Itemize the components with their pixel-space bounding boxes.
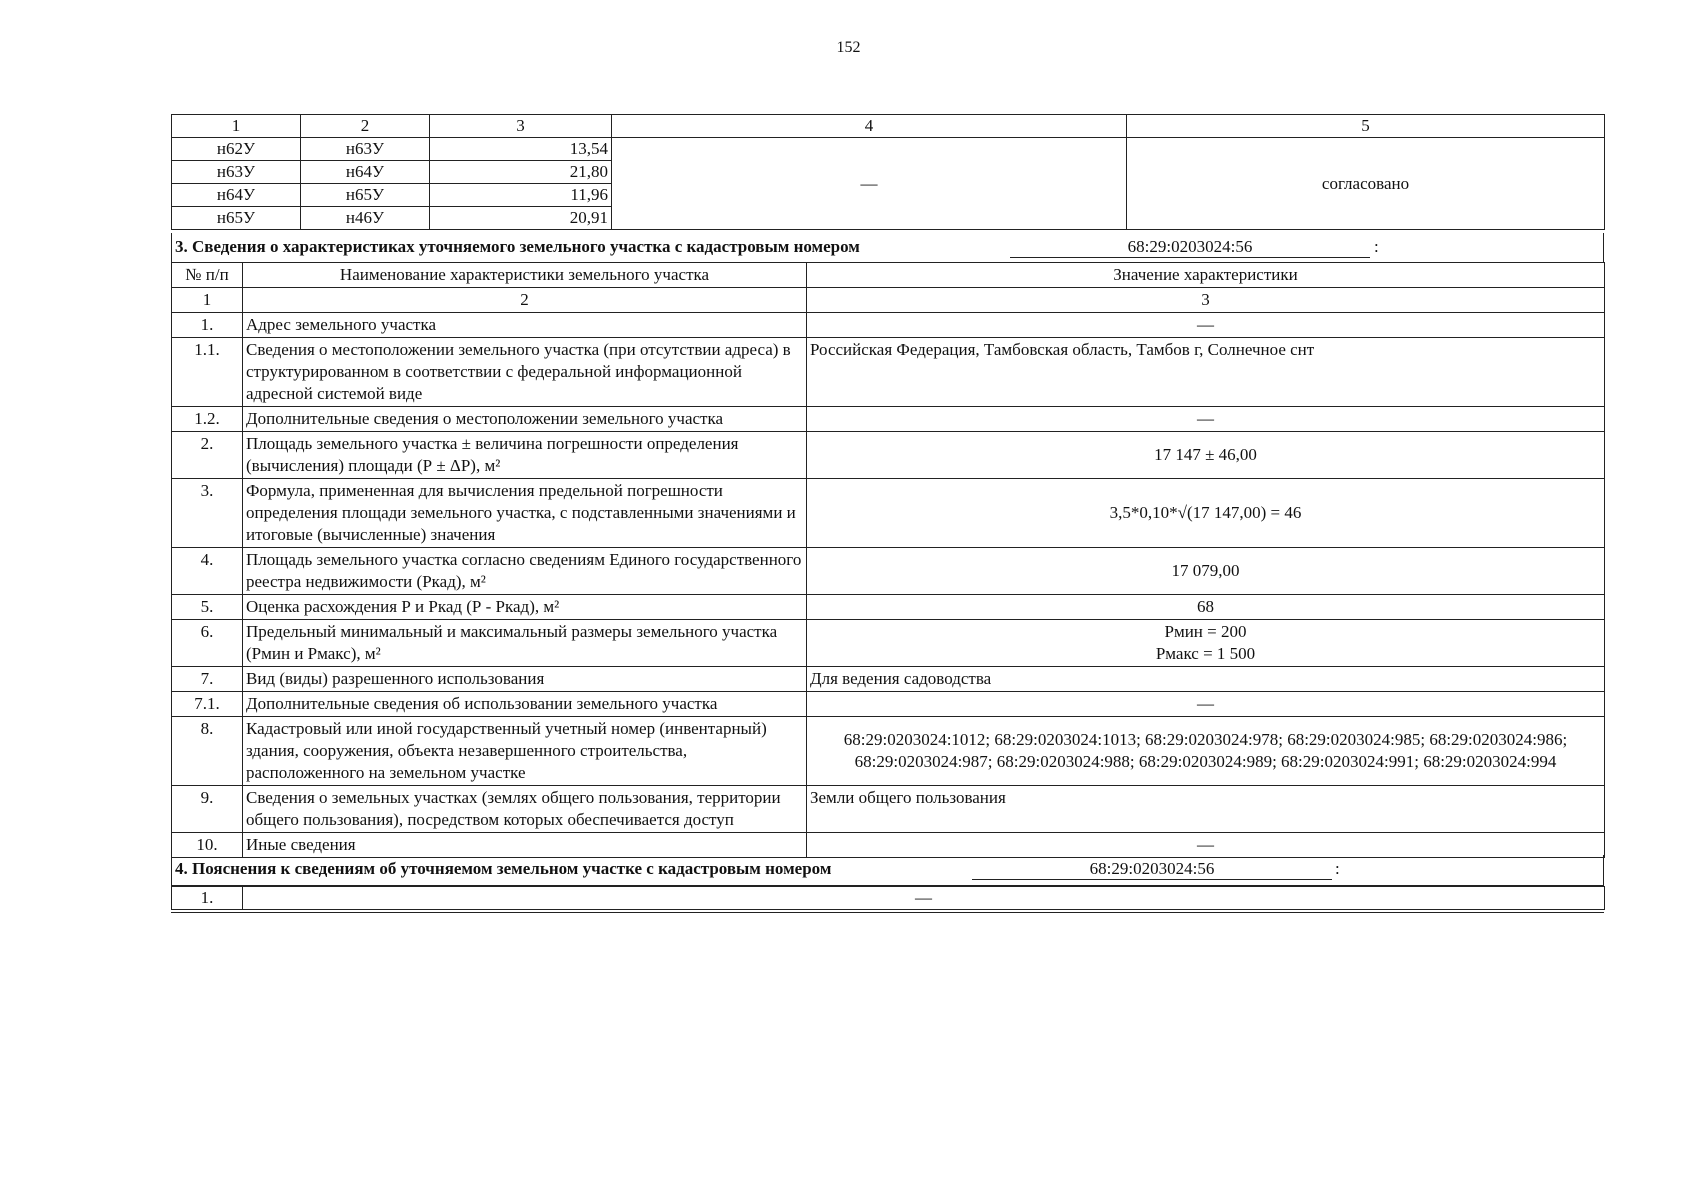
point-to: н46У [301,207,430,230]
characteristic-name: Дополнительные сведения об использовании земельного участка [243,692,807,717]
characteristic-value: 17 147 ± 46,00 [807,432,1605,479]
notes-value: — [243,887,1605,910]
row-number: 1.1. [172,338,243,407]
notes-table [171,886,1605,910]
characteristic-name: Площадь земельного участка ± величина погрешности определения (вычисления) площади (Р ± ΔР), м² [243,432,807,479]
characteristics-index-row [172,288,1605,313]
characteristic-value: — [807,833,1605,858]
page-number: 152 [836,39,861,56]
characteristics-row [172,548,1605,595]
row-number: 6. [172,620,243,667]
point-from: н65У [172,207,301,230]
characteristic-value: Российская Федерация, Тамбовская область, Тамбов г, Солнечное снт [807,338,1605,407]
characteristics-row [172,692,1605,717]
characteristic-name: Оценка расхождения Р и Ркад (Р - Ркад), м² [243,595,807,620]
characteristics-row [172,479,1605,548]
characteristic-value: 17 079,00 [807,548,1605,595]
segment-length: 11,96 [430,184,612,207]
point-from: н64У [172,184,301,207]
boundary-col4-value: — [612,138,1127,230]
row-number: 8. [172,717,243,786]
characteristic-name: Иные сведения [243,833,807,858]
header-cell-name: Наименование характеристики земельного участка [243,263,807,288]
characteristics-row [172,786,1605,833]
segment-length: 21,80 [430,161,612,184]
characteristic-name: Вид (виды) разрешенного использования [243,667,807,692]
boundary-header-row [172,115,1605,138]
characteristics-row [172,667,1605,692]
row-number: 10. [172,833,243,858]
section3-colon: : [1374,237,1379,256]
characteristic-name: Сведения о местоположении земельного участка (при отсутствии адреса) в структурированном в соответствии с федеральной информационной адресной системой виде [243,338,807,407]
index-cell: 2 [243,288,807,313]
section3-cadastral-number: 68:29:0203024:56 [1010,237,1370,258]
section3-heading [171,233,1604,263]
characteristic-name: Дополнительные сведения о местоположении земельного участка [243,407,807,432]
row-number: 1.2. [172,407,243,432]
row-number: 5. [172,595,243,620]
index-cell: 3 [807,288,1605,313]
row-number: 4. [172,548,243,595]
boundary-row [172,138,1605,161]
row-number: 9. [172,786,243,833]
index-cell: 1 [172,288,243,313]
point-from: н62У [172,138,301,161]
boundary-header-cell: 2 [301,115,430,138]
notes-row [172,887,1605,910]
characteristic-value: Земли общего пользования [807,786,1605,833]
point-to: н64У [301,161,430,184]
row-number: 7. [172,667,243,692]
notes-number: 1. [172,887,243,910]
segment-length: 13,54 [430,138,612,161]
section4-heading [171,855,1604,886]
row-number: 2. [172,432,243,479]
characteristic-value: Для ведения садоводства [807,667,1605,692]
point-to: н63У [301,138,430,161]
characteristic-name: Площадь земельного участка согласно сведениям Единого государственного реестра недвижимости (Ркад), м² [243,548,807,595]
characteristic-value: 68 [807,595,1605,620]
characteristic-name: Формула, примененная для вычисления предельной погрешности определения площади земельного участка, с подставленными значениями и итоговые (вычисленные) значения [243,479,807,548]
header-cell-value: Значение характеристики [807,263,1605,288]
boundary-header-cell: 4 [612,115,1127,138]
characteristic-value: Рмин = 200 Рмакс = 1 500 [807,620,1605,667]
characteristics-header-row [172,263,1605,288]
characteristic-name: Адрес земельного участка [243,313,807,338]
table-bottom-rule [171,912,1604,913]
point-from: н63У [172,161,301,184]
characteristics-row [172,407,1605,432]
characteristics-row [172,595,1605,620]
boundary-header-cell: 1 [172,115,301,138]
characteristic-name: Сведения о земельных участках (землях общего пользования, территории общего пользования), посредством которых обеспечивается доступ [243,786,807,833]
boundary-header-cell: 3 [430,115,612,138]
characteristic-value: 68:29:0203024:1012; 68:29:0203024:1013; 68:29:0203024:978; 68:29:0203024:985; 68:29:0203024:986; 68:29:0203024:987; 68:29:0203024:988; 68:29:0203024:989; 68:29:0203024:991; 68:29:0203024:994 [807,717,1605,786]
row-number: 3. [172,479,243,548]
characteristics-table [171,262,1605,858]
characteristics-row [172,313,1605,338]
boundary-status: согласовано [1127,138,1605,230]
characteristic-name: Предельный минимальный и максимальный размеры земельного участка (Рмин и Рмакс), м² [243,620,807,667]
characteristics-row [172,432,1605,479]
characteristic-value: — [807,692,1605,717]
section4-title: 4. Пояснения к сведениям об уточняемом земельном участке с кадастровым номером [175,859,832,878]
point-to: н65У [301,184,430,207]
characteristics-row [172,338,1605,407]
section4-colon: : [1335,859,1340,878]
row-number: 7.1. [172,692,243,717]
characteristics-row [172,717,1605,786]
characteristics-row [172,620,1605,667]
characteristic-value: — [807,407,1605,432]
boundary-header-cell: 5 [1127,115,1605,138]
segment-length: 20,91 [430,207,612,230]
characteristic-value: — [807,313,1605,338]
header-cell-number: № п/п [172,263,243,288]
section4-cadastral-number: 68:29:0203024:56 [972,859,1332,880]
characteristics-row [172,833,1605,858]
characteristic-value: 3,5*0,10*√(17 147,00) = 46 [807,479,1605,548]
row-number: 1. [172,313,243,338]
boundary-table [171,114,1605,230]
section3-title: 3. Сведения о характеристиках уточняемого земельного участка с кадастровым номером [175,237,860,256]
characteristic-name: Кадастровый или иной государственный учетный номер (инвентарный) здания, сооружения, объекта незавершенного строительства, расположенного на земельном участке [243,717,807,786]
